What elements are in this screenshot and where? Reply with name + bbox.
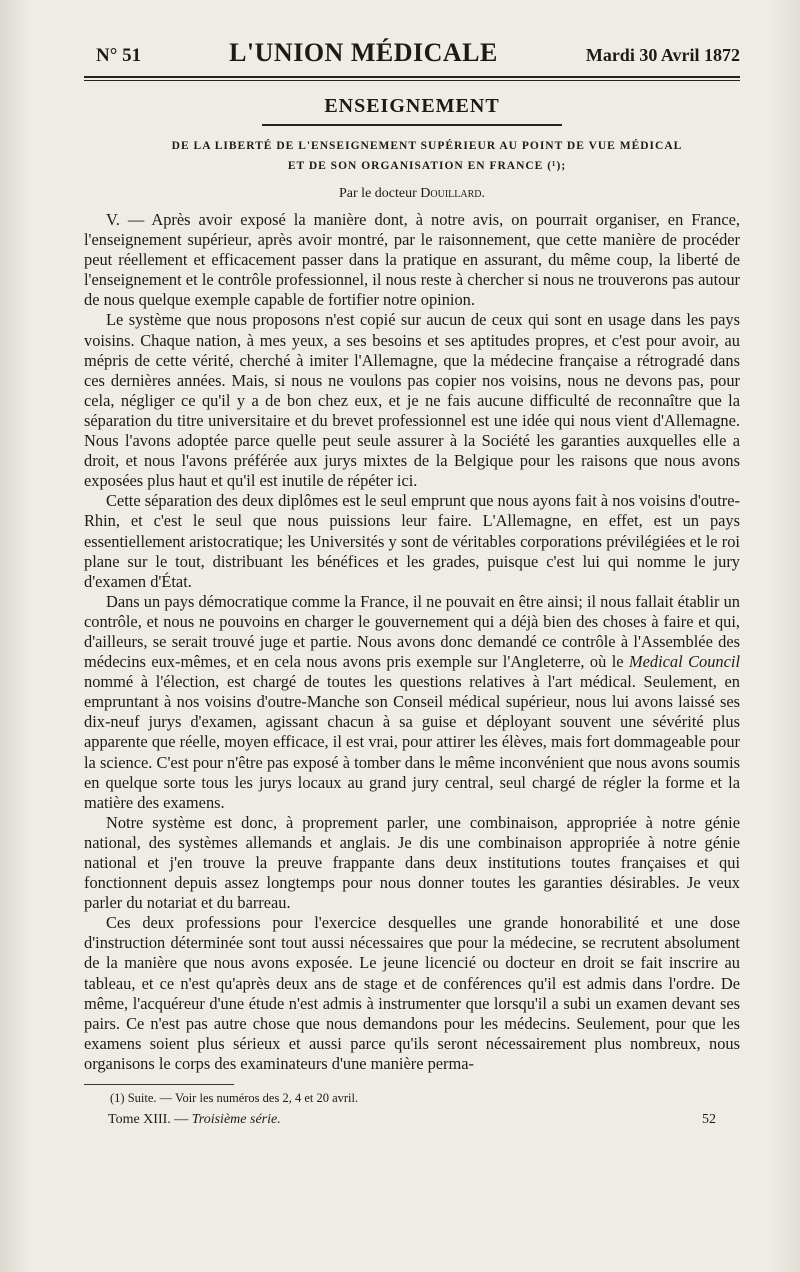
- series-label: Troisième série.: [191, 1112, 281, 1128]
- paragraph-1: V. — Après avoir exposé la manière dont, à notre avis, on pourrait organiser, en France, l'enseignement supérieur, après avoir montré, par le raisonnement, que cette manière de procéder peut réellement et efficacement passer dans la pratique en assurant, du même coup, la liberté de l'enseignement et le contrôle professionnel, il nous reste à chercher si nous ne trouverons pas autour de nous quelque exemple capable de fortifier notre opinion.: [84, 210, 740, 310]
- paragraph-6: Ces deux professions pour l'exercice desquelles une grande honorabilité et une dose d'instruction déterminée sont tout aussi nécessaires que pour la médecine, se recrutent absolument de la manière que nous avons exposée. Le jeune licencié ou docteur en droit se fait inscrire au tableau, et ce n'est qu'après deux ans de stage et de conférences qu'il est admis dans l'ordre. De même, l'acquéreur d'une étude n'est admis à instrumenter que lorsqu'il a subi un examen devant ses pairs. Ce n'est pas autre chose que nous demandons pour les médecins. Seulement, pour que les examens soient plus sérieux et aussi parce qu'ils seront nécessairement plus nombreux, nous organisons le corps des examinateurs d'une manière perma-: [84, 913, 740, 1073]
- article-body: [84, 210, 740, 1074]
- author-name: Douillard.: [420, 186, 485, 201]
- issue-date: Mardi 30 Avril 1872: [585, 45, 740, 65]
- header-rule: [84, 76, 740, 81]
- byline-prefix: Par le docteur: [339, 186, 417, 201]
- section-title: ENSEIGNEMENT: [324, 95, 500, 117]
- issue-number: N° 51: [96, 45, 142, 66]
- paragraph-5: Notre système est donc, à proprement parler, une combinaison, appropriée à notre génie national, des systèmes allemands et anglais. Je dis une combinaison appropriée à notre génie national et j'en trouve la preuve frappante dans deux institutions toutes françaises et qui fonctionnent depuis assez longtemps pour nous donner toutes les garanties désirables. Je veux parler du notariat et du barreau.: [84, 812, 740, 913]
- medical-council-term: Medical Council: [628, 652, 741, 672]
- paragraph-4-start: Dans un pays démocratique comme la France, il ne pouvait en être ainsi; il nous fallait établir un contrôle, et nous ne pouvoins en charger le gouvernement qui a déjà bien des choses à faire et qui, d'ailleurs, se serait trouvé juge et partie. Nous avons donc demandé ce contrôle à l'Assemblée des médecins eux-mêmes, et en cela nous avons pris exemple sur l'Angleterre, où le: [84, 591, 740, 672]
- title-rule: [262, 124, 562, 126]
- page-header: [84, 38, 740, 72]
- volume-label: Tome XIII. —: [108, 1112, 189, 1128]
- masthead: L'UNION MÉDICALE: [229, 38, 498, 67]
- subtitle-line-1: DE LA LIBERTÉ DE L'ENSEIGNEMENT SUPÉRIEUR AU POINT DE VUE MÉDICAL: [171, 140, 683, 152]
- footnote: (1) Suite. — Voir les numéros des 2, 4 et 20 avril.: [110, 1091, 359, 1106]
- subtitle-line-2: ET DE SON ORGANISATION EN FRANCE (¹);: [287, 160, 567, 172]
- paragraph-4: [84, 592, 740, 813]
- article-subtitle: [84, 136, 740, 176]
- paragraph-2: Le système que nous proposons n'est copié sur aucun de ceux qui sont en usage dans les pays voisins. Chaque nation, à mes yeux, a ses besoins et ses aptitudes propres, et c'est pour avoir, au mépris de cette vérité, cherché à imiter l'Allemagne, que la médecine française a rétrogradé dans ces dernières années. Mais, si nous ne voulons pas copier nos voisins, nous ne devons pas, pour cela, négliger ce qu'il y a de bon chez eux, et je ne fais aucune difficulté de reconnaître que la séparation du titre universitaire et du brevet professionnel est une idée qui nous vient d'Allemagne. Nous l'avons adoptée parce quelle peut seule assurer à la Société les garanties auxquelles elle a droit, et nous l'avons préférée aux jurys mixtes de la Belgique pour les raisons que nous avons exposées plus haut et qu'il est inutile de répéter ici.: [84, 310, 740, 491]
- paragraph-4-rest: nommé à l'élection, est chargé de toutes les questions relatives à l'art médical. Seulement, en empruntant à nos voisins d'outre-Manche son Conseil médical supérieur, nous lui avons laissé ses dix-neuf jurys d'examen, agissant chacun à sa guise et déployant souvent une sévérité plus apparente que réelle, moyen efficace, il est vrai, pour attirer les élèves, mais fort dommageable pour la science. C'est pour n'être pas exposé à tomber dans le même inconvénient que nous avons soumis en quelque sorte tous les jurys locaux au grand jury central, seul chargé de régler la forme et la matière des examens.: [84, 672, 740, 812]
- page-footer: [84, 1106, 740, 1128]
- byline: [84, 186, 740, 202]
- footnote-rule: [84, 1084, 234, 1085]
- page-number: 52: [702, 1112, 716, 1128]
- volume-info: [108, 1112, 281, 1128]
- paragraph-3: Cette séparation des deux diplômes est le seul emprunt que nous ayons fait à nos voisins d'outre-Rhin, et c'est le seul que nous puissions leur faire. L'Allemagne, en effet, est un pays essentiellement aristocratique; les Universités y sont de véritables corporations prévilégiées et le roi plane sur le tout, distribuant les bénéfices et les grades, puisque c'est lui qui nomme le jury d'examen d'État.: [84, 491, 740, 591]
